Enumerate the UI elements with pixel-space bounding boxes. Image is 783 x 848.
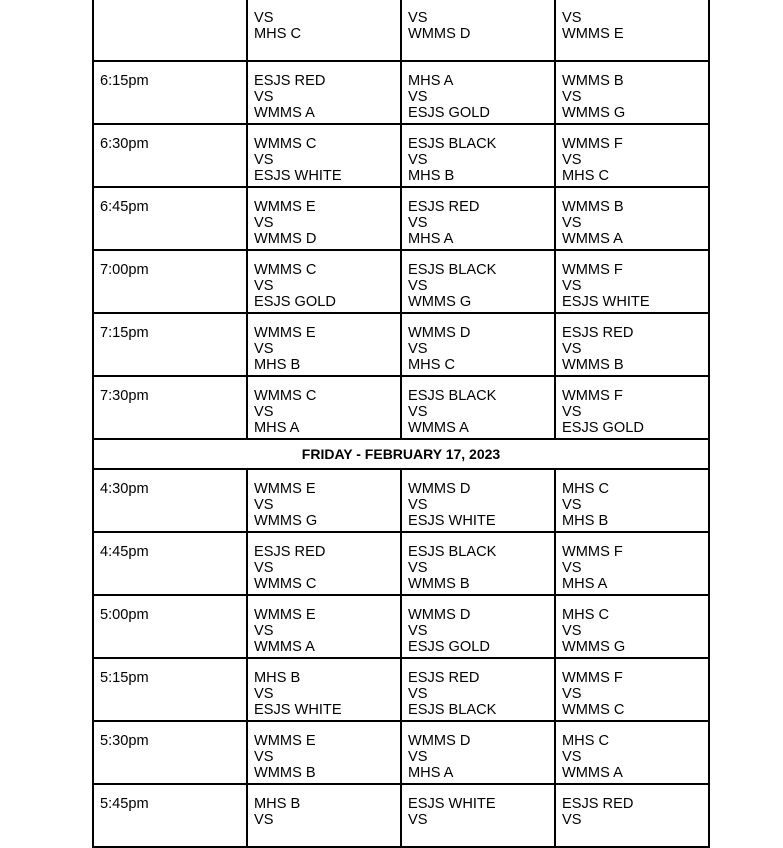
matchup-line: WMMS B [562,357,624,373]
matchup-line: WMMS F [562,544,623,560]
schedule-row [93,595,709,658]
matchup-line: MHS B [562,513,609,529]
matchup-line: VS [408,749,428,765]
time-label: 4:30pm [100,481,149,497]
time-cell [93,250,247,313]
matchup-line: MHS A [408,231,454,247]
matchup-line: VS [408,10,428,26]
matchup-line: WMMS B [254,765,316,781]
matchup-line: VS [254,812,274,828]
time-cell [93,61,247,124]
matchup-line: WMMS C [254,262,317,278]
matchup-cell [247,469,401,532]
matchup-line: WMMS E [254,607,316,623]
time-cell [93,469,247,532]
matchup-line: VS [562,497,582,513]
matchup-line: MHS C [408,357,456,373]
matchup-line: VS [562,686,582,702]
matchup-cell [247,721,401,784]
matchup-cell [555,784,709,847]
matchup-line: WMMS G [562,639,626,655]
matchup-line: MHS B [254,357,301,373]
matchup-line: WMMS G [408,294,472,310]
matchup-cell [555,469,709,532]
matchup-line: VS [254,497,274,513]
time-label: 5:00pm [100,607,149,623]
matchup-cell [247,784,401,847]
time-cell [93,376,247,439]
schedule-row [93,721,709,784]
matchup-cell [247,376,401,439]
schedule-row [93,532,709,595]
matchup-line: WMMS B [562,73,624,89]
matchup-cell [401,469,555,532]
matchup-line: VS [408,341,428,357]
matchup-line: MHS A [408,73,454,89]
matchup-line: VS [408,560,428,576]
matchup-line: WMMS E [254,733,316,749]
time-cell [93,124,247,187]
matchup-line: WMMS C [562,702,625,718]
schedule-row [93,376,709,439]
matchup-line: VS [562,623,582,639]
matchup-cell [401,313,555,376]
matchup-cell [401,0,555,61]
matchup-line: MHS B [254,796,301,812]
schedule-row [93,250,709,313]
matchup-cell [401,376,555,439]
schedule-row [93,124,709,187]
time-cell [93,187,247,250]
matchup-line: WMMS C [254,136,317,152]
schedule-row [93,658,709,721]
schedule-body [93,0,709,847]
matchup-line: ESJS WHITE [408,796,496,812]
matchup-cell [401,658,555,721]
matchup-line: VS [408,89,428,105]
matchup-line: VS [254,152,274,168]
matchup-line: VS [408,278,428,294]
time-cell [93,721,247,784]
matchup-line: VS [562,215,582,231]
matchup-line: VS [562,341,582,357]
matchup-line: VS [408,623,428,639]
matchup-cell [401,61,555,124]
matchup-cell [247,124,401,187]
matchup-line: ESJS GOLD [408,105,490,121]
matchup-line: ESJS WHITE [254,702,342,718]
matchup-line: VS [254,623,274,639]
matchup-line: WMMS F [562,136,623,152]
matchup-line: ESJS RED [408,670,480,686]
matchup-line: WMMS A [254,105,315,121]
schedule-row [93,61,709,124]
matchup-line: VS [254,341,274,357]
matchup-cell [247,595,401,658]
matchup-cell [247,313,401,376]
matchup-line: ESJS WHITE [254,168,342,184]
matchup-line: WMMS D [408,607,471,623]
matchup-cell [555,313,709,376]
time-label: 5:30pm [100,733,149,749]
matchup-cell [555,250,709,313]
matchup-cell [555,532,709,595]
matchup-cell [247,250,401,313]
matchup-line: MHS C [254,26,302,42]
time-cell [93,532,247,595]
matchup-line: WMMS F [562,262,623,278]
matchup-line: WMMS A [254,639,315,655]
matchup-line: VS [562,404,582,420]
matchup-line: VS [254,215,274,231]
time-cell [93,784,247,847]
matchup-line: WMMS B [408,576,470,592]
matchup-line: WMMS A [562,765,623,781]
matchup-line: VS [254,686,274,702]
matchup-line: WMMS E [254,325,316,341]
matchup-cell [555,0,709,61]
matchup-line: ESJS WHITE [408,513,496,529]
matchup-line: MHS B [254,670,301,686]
matchup-line: ESJS BLACK [408,702,497,718]
matchup-cell [401,532,555,595]
matchup-line: WMMS D [408,26,471,42]
matchup-line: WMMS E [254,481,316,497]
time-cell [93,0,247,61]
matchup-line: ESJS RED [254,73,326,89]
matchup-cell [247,0,401,61]
time-cell [93,658,247,721]
matchup-line: ESJS GOLD [254,294,336,310]
time-label: 5:15pm [100,670,149,686]
matchup-line: ESJS WHITE [562,294,650,310]
matchup-line: WMMS B [562,199,624,215]
matchup-line: MHS B [408,168,455,184]
matchup-cell [555,376,709,439]
matchup-line: ESJS BLACK [408,136,497,152]
matchup-line: VS [562,152,582,168]
matchup-line: VS [254,10,274,26]
matchup-line: ESJS BLACK [408,262,497,278]
matchup-cell [555,721,709,784]
matchup-line: VS [254,749,274,765]
matchup-line: MHS C [562,168,610,184]
matchup-line: VS [562,10,582,26]
time-label: 6:15pm [100,73,149,89]
matchup-cell [401,595,555,658]
time-cell [93,313,247,376]
matchup-cell [247,658,401,721]
matchup-line: VS [254,404,274,420]
matchup-line: WMMS A [562,231,623,247]
time-label: 5:45pm [100,796,149,812]
matchup-line: MHS C [562,481,610,497]
time-label: 7:30pm [100,388,149,404]
matchup-cell [401,721,555,784]
matchup-cell [555,124,709,187]
matchup-line: WMMS C [254,576,317,592]
time-cell [93,595,247,658]
matchup-line: ESJS BLACK [408,388,497,404]
matchup-line: WMMS C [254,388,317,404]
time-label: 7:15pm [100,325,149,341]
matchup-line: WMMS D [408,325,471,341]
matchup-line: WMMS E [562,26,624,42]
matchup-line: ESJS GOLD [408,639,490,655]
matchup-line: VS [562,89,582,105]
matchup-cell [247,532,401,595]
matchup-line: VS [408,404,428,420]
matchup-line: WMMS G [254,513,318,529]
matchup-line: VS [562,560,582,576]
matchup-line: MHS C [562,607,610,623]
matchup-line: VS [562,278,582,294]
matchup-line: VS [254,89,274,105]
schedule-row [93,469,709,532]
matchup-line: ESJS GOLD [562,420,644,436]
matchup-cell [555,658,709,721]
matchup-line: MHS A [408,765,454,781]
matchup-line: VS [562,749,582,765]
matchup-line: ESJS BLACK [408,544,497,560]
time-label: 6:30pm [100,136,149,152]
matchup-line: VS [254,278,274,294]
matchup-cell [555,61,709,124]
matchup-line: WMMS F [562,670,623,686]
matchup-line: VS [408,686,428,702]
matchup-cell [555,187,709,250]
matchup-line: WMMS D [254,231,317,247]
matchup-line: VS [254,560,274,576]
schedule-row [93,784,709,847]
schedule-row [93,0,709,61]
matchup-line: WMMS D [408,733,471,749]
matchup-cell [247,61,401,124]
matchup-line: WMMS F [562,388,623,404]
matchup-line: MHS A [562,576,608,592]
matchup-line: ESJS RED [408,199,480,215]
matchup-line: VS [562,812,582,828]
matchup-cell [401,784,555,847]
matchup-line: WMMS E [254,199,316,215]
schedule-table [92,0,710,848]
matchup-cell [247,187,401,250]
time-label: 4:45pm [100,544,149,560]
matchup-line: ESJS RED [562,796,634,812]
matchup-line: ESJS RED [562,325,634,341]
matchup-line: MHS A [254,420,300,436]
schedule-row [93,187,709,250]
matchup-cell [401,250,555,313]
matchup-line: WMMS A [408,420,469,436]
schedule-row [93,313,709,376]
matchup-cell [555,595,709,658]
matchup-cell [401,187,555,250]
matchup-line: WMMS D [408,481,471,497]
time-label: 7:00pm [100,262,149,278]
matchup-line: MHS C [562,733,610,749]
matchup-line: VS [408,152,428,168]
matchup-line: VS [408,215,428,231]
matchup-cell [401,124,555,187]
matchup-line: WMMS G [562,105,626,121]
time-label: 6:45pm [100,199,149,215]
matchup-line: VS [408,497,428,513]
matchup-line: VS [408,812,428,828]
day-header-row [93,439,709,469]
day-header: FRIDAY - FEBRUARY 17, 2023 [93,439,709,469]
matchup-line: ESJS RED [254,544,326,560]
